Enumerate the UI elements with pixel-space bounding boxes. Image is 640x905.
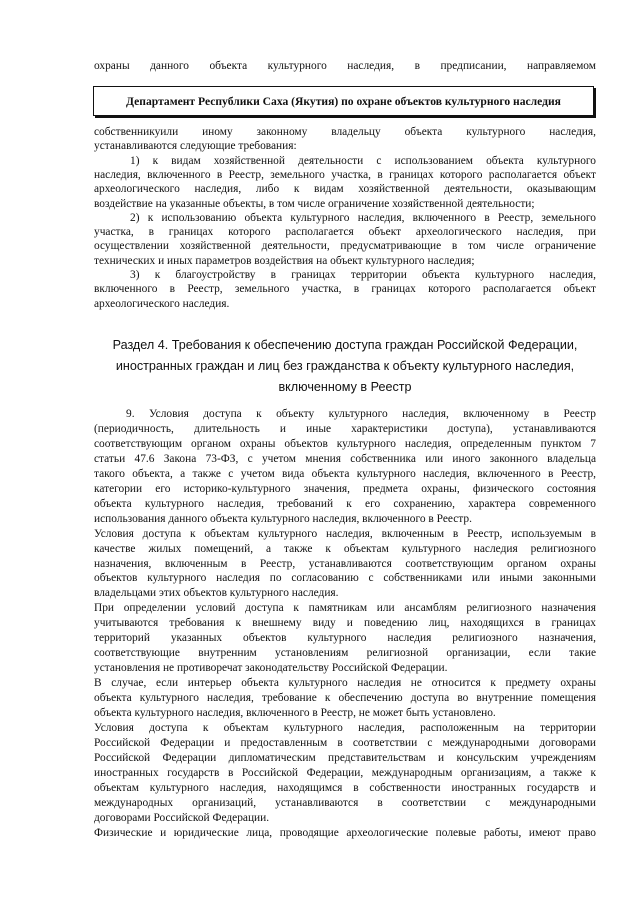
text-line: назначения, включенным в Реестр, устанавливаются соответствующим органом охраны [94, 558, 596, 570]
text-line: 1) к видам хозяйственной деятельности с использованием объекта культурного [130, 154, 596, 167]
text-line: устанавливаются следующие требования: [94, 140, 297, 153]
text-line: договорами Российской Федерации. [94, 812, 270, 824]
text-line: такого объекта, а также с учетом вида объекта культурного наследия, включенного в Реестр, [94, 468, 596, 480]
section-heading-line: иностранных граждан и лиц без гражданства к объекту культурного наследия, [115, 359, 575, 373]
text-line: осуществлении хозяйственной деятельности, предусматривающие в том числе ограничение [94, 240, 596, 253]
department-stamp [93, 86, 594, 116]
text-line: Российской Федерации дипломатическим представительствам и консульским учреждениям [94, 752, 596, 764]
text-line: статьи 47.6 Закона 73-ФЗ, с учетом мнения собственника или иного законного владельца [94, 453, 596, 465]
text-line: учитываются требования к внешнему виду и поведению лиц, находящихся в границах [94, 617, 596, 629]
text-line: Условия доступа к объектам культурного наследия, расположенным на территории [94, 722, 596, 734]
text-line: технических и иных параметров воздействия на объект культурного наследия; [94, 254, 475, 267]
text-line: участка, в границах которого располагается объект археологического наследия, при [94, 226, 596, 239]
text-line: владельцами этих объектов культурного наследия. [94, 587, 339, 599]
text-line: иностранных государств в Российской Федерации, международным организациям, а также к [94, 767, 596, 779]
text-line: Условия доступа к объектам культурного наследия, включенным в Реестр, используемым в [94, 528, 596, 540]
text-line: 2) к использованию объекта культурного наследия, включенного в Реестр, земельного [130, 211, 596, 224]
text-line: При определении условий доступа к памятникам или ансамблям религиозного назначения [94, 602, 596, 614]
text-line: территорий указанных объектов культурного наследия религиозного назначения, [94, 632, 596, 644]
text-line: археологического наследия. [94, 297, 230, 310]
text-line: установления не противоречат законодательству Российской Федерации. [94, 662, 448, 674]
section-heading-line: Раздел 4. Требования к обеспечению доступа граждан Российской Федерации, [112, 338, 578, 352]
text-line: наследия, включенного в Реестр, земельного участка, в границах которого располагается объект [94, 168, 596, 181]
text-line: категории его историко-культурного значения, предмета охраны, физического состояния [94, 483, 596, 495]
text-line: соответствующие внутренним установлениям религиозной организации, если такие [94, 647, 596, 659]
text-line: объекта культурного наследия, включенного в Реестр, не может быть установлено. [94, 707, 496, 719]
text-line: (периодичность, длительность и иные характеристики доступа), устанавливаются [94, 423, 596, 435]
text-line: воздействие на указанные объекты, в том числе ограничение хозяйственной деятельности; [94, 197, 535, 210]
section-heading-line: включенному в Реестр [278, 380, 412, 394]
text-line: объектам культурного наследия, находящимся в собственности иностранных государств и [94, 782, 596, 794]
text-line: объекта культурного наследия, требование к обеспечению доступа во внутренние помещения [94, 692, 596, 704]
text-line: качестве жилых помещений, а также к объектам культурного наследия религиозного [94, 543, 596, 555]
text-line: Физические и юридические лица, проводящие археологические полевые работы, имеют право [94, 827, 596, 839]
text-line: археологического наследия, либо к видам хозяйственной деятельности, оказывающим [94, 183, 596, 196]
text-line: соответствующим органом охраны объектов культурного наследия, определенным пунктом 7 [94, 438, 596, 450]
text-line: объектов культурного наследия по согласованию с собственниками или иными законными [94, 572, 596, 584]
text-line: В случае, если интерьер объекта культурного наследия не относится к предмету охраны [94, 677, 596, 689]
text-line: использования данного объекта культурного наследия, включенного в Реестр. [94, 513, 472, 525]
text-line: Российской Федерации и предоставленным в соответствии с международными договорами [94, 737, 596, 749]
text-line: 3) к благоустройству в границах территории объекта культурного наследия, [130, 269, 596, 281]
text-line: включенного в Реестр, земельного участка, в границах которого располагается объект [94, 283, 596, 296]
stamp-text: Департамент Республики Саха (Якутия) по охране объектов культурного наследия [126, 95, 561, 108]
text-line: собственникуили иному законному владельцу объекта культурного наследия, [94, 126, 596, 138]
text-line: 9. Условия доступа к объекту культурного наследия, включенному в Реестр [126, 408, 596, 420]
top-text-line: охраны данного объекта культурного наследия, в предписании, направляемом [94, 60, 596, 72]
text-line: объекта культурного наследия, требований к его сохранению, характера современного [94, 498, 596, 510]
text-line: международных организаций, устанавливаются в соответствии с международными [94, 797, 596, 809]
